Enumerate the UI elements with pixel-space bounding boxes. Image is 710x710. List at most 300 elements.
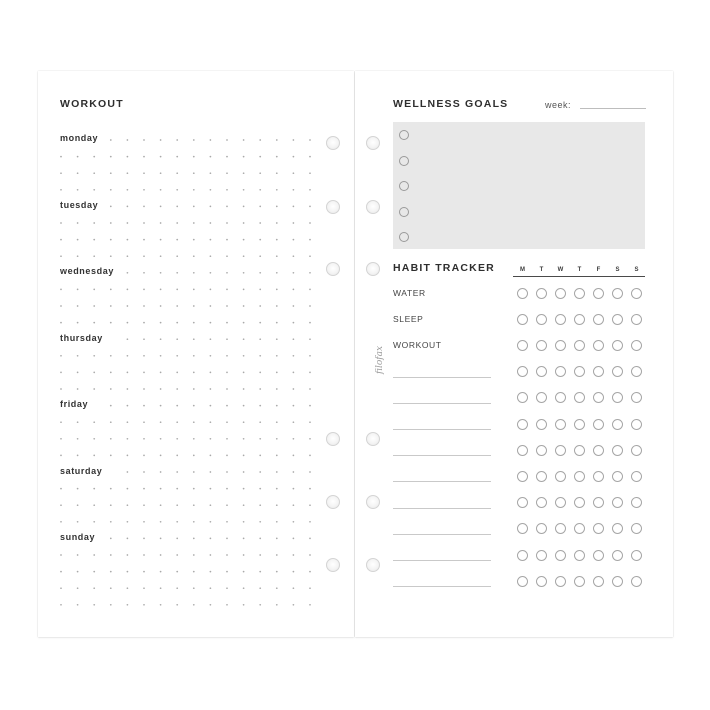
habit-circle[interactable]	[631, 471, 642, 482]
habit-circle[interactable]	[536, 392, 547, 403]
grid-dot	[93, 355, 95, 357]
habit-circle[interactable]	[555, 288, 566, 299]
wellness-goals-box	[393, 122, 645, 249]
grid-dot	[276, 172, 278, 174]
grid-dot	[193, 305, 195, 307]
grid-dot	[276, 222, 278, 224]
grid-dot	[276, 438, 278, 440]
tracker-header-rule	[513, 276, 645, 277]
habit-circle[interactable]	[517, 340, 528, 351]
grid-dot	[293, 438, 295, 440]
grid-dot	[210, 222, 212, 224]
week-input-line[interactable]	[580, 108, 646, 109]
grid-dot	[176, 139, 178, 141]
grid-dot	[226, 305, 228, 307]
habit-circle[interactable]	[555, 314, 566, 325]
grid-dot	[259, 488, 261, 490]
habit-circle[interactable]	[593, 366, 604, 377]
grid-dot	[243, 239, 245, 241]
habit-circle[interactable]	[593, 340, 604, 351]
grid-dot	[160, 172, 162, 174]
habit-write-line[interactable]	[393, 481, 491, 482]
grid-dot	[226, 488, 228, 490]
habit-circle[interactable]	[555, 340, 566, 351]
grid-dot	[243, 504, 245, 506]
grid-dot	[110, 322, 112, 324]
grid-dot	[276, 571, 278, 573]
grid-dot	[210, 405, 212, 407]
habit-circle[interactable]	[593, 288, 604, 299]
grid-dot	[309, 189, 311, 191]
habit-circle[interactable]	[536, 550, 547, 561]
grid-dot	[60, 455, 62, 457]
grid-dot	[226, 172, 228, 174]
goal-checkbox[interactable]	[399, 232, 409, 242]
habit-circle[interactable]	[517, 523, 528, 534]
grid-dot	[93, 604, 95, 606]
grid-dot	[77, 438, 79, 440]
grid-dot	[127, 206, 129, 208]
grid-dot	[143, 504, 145, 506]
habit-circle[interactable]	[593, 314, 604, 325]
habit-write-line[interactable]	[393, 534, 491, 535]
day-label-wednesday: wednesday	[60, 266, 114, 276]
habit-circle[interactable]	[555, 497, 566, 508]
grid-dot	[243, 289, 245, 291]
habit-circle[interactable]	[574, 576, 585, 587]
grid-dot	[293, 305, 295, 307]
habit-label-workout: WORKOUT	[393, 340, 442, 351]
grid-dot	[193, 438, 195, 440]
habit-circle[interactable]	[631, 445, 642, 456]
habit-circle[interactable]	[517, 366, 528, 377]
grid-dot	[193, 172, 195, 174]
grid-dot	[77, 322, 79, 324]
habit-circle[interactable]	[612, 497, 623, 508]
grid-dot	[77, 222, 79, 224]
grid-dot	[160, 488, 162, 490]
grid-dot	[293, 272, 295, 274]
grid-dot	[176, 289, 178, 291]
grid-dot	[77, 172, 79, 174]
habit-circle[interactable]	[555, 445, 566, 456]
grid-dot	[309, 471, 311, 473]
ring-hole	[366, 262, 380, 276]
grid-dot	[259, 504, 261, 506]
grid-dot	[160, 455, 162, 457]
grid-dot	[60, 189, 62, 191]
grid-dot	[160, 206, 162, 208]
grid-dot	[193, 255, 195, 257]
grid-dot	[93, 571, 95, 573]
grid-dot	[243, 305, 245, 307]
habit-circle[interactable]	[593, 550, 604, 561]
habit-circle[interactable]	[574, 523, 585, 534]
grid-dot	[143, 438, 145, 440]
grid-dot	[110, 206, 112, 208]
habit-circle[interactable]	[555, 419, 566, 430]
grid-dot	[210, 289, 212, 291]
ring-hole	[326, 495, 340, 509]
habit-circle[interactable]	[536, 576, 547, 587]
grid-dot	[243, 471, 245, 473]
grid-dot	[93, 372, 95, 374]
grid-dot	[143, 239, 145, 241]
habit-circle[interactable]	[612, 288, 623, 299]
grid-dot	[60, 289, 62, 291]
grid-dot	[243, 488, 245, 490]
habit-circle[interactable]	[536, 314, 547, 325]
grid-dot	[259, 405, 261, 407]
grid-dot	[259, 521, 261, 523]
grid-dot	[243, 272, 245, 274]
grid-dot	[293, 504, 295, 506]
habit-write-line[interactable]	[393, 403, 491, 404]
grid-dot	[143, 139, 145, 141]
habit-circle[interactable]	[517, 419, 528, 430]
grid-dot	[176, 239, 178, 241]
grid-dot	[276, 355, 278, 357]
habit-circle[interactable]	[536, 288, 547, 299]
grid-dot	[60, 587, 62, 589]
ring-hole	[326, 558, 340, 572]
habit-write-line[interactable]	[393, 560, 491, 561]
grid-dot	[243, 604, 245, 606]
grid-dot	[127, 338, 129, 340]
grid-dot	[276, 538, 278, 540]
grid-dot	[193, 322, 195, 324]
grid-dot	[276, 504, 278, 506]
habit-circle[interactable]	[517, 576, 528, 587]
grid-dot	[60, 571, 62, 573]
grid-dot	[243, 405, 245, 407]
grid-dot	[110, 156, 112, 158]
grid-dot	[243, 172, 245, 174]
grid-dot	[243, 139, 245, 141]
day-label-thursday: thursday	[60, 333, 103, 343]
grid-dot	[160, 289, 162, 291]
habit-circle[interactable]	[536, 471, 547, 482]
habit-circle[interactable]	[517, 288, 528, 299]
grid-dot	[309, 355, 311, 357]
grid-dot	[226, 139, 228, 141]
grid-dot	[160, 438, 162, 440]
grid-dot	[110, 289, 112, 291]
grid-dot	[160, 587, 162, 589]
grid-dot	[176, 405, 178, 407]
grid-dot	[276, 189, 278, 191]
grid-dot	[259, 156, 261, 158]
goal-checkbox[interactable]	[399, 130, 409, 140]
grid-dot	[210, 239, 212, 241]
grid-dot	[176, 587, 178, 589]
habit-circle[interactable]	[536, 366, 547, 377]
habit-circle[interactable]	[612, 576, 623, 587]
grid-dot	[60, 156, 62, 158]
grid-dot	[176, 421, 178, 423]
habit-circle[interactable]	[612, 419, 623, 430]
grid-dot	[176, 388, 178, 390]
grid-dot	[276, 455, 278, 457]
habit-circle[interactable]	[631, 314, 642, 325]
grid-dot	[77, 355, 79, 357]
grid-dot	[309, 405, 311, 407]
habit-circle[interactable]	[555, 471, 566, 482]
grid-dot	[193, 538, 195, 540]
grid-dot	[243, 388, 245, 390]
grid-dot	[309, 272, 311, 274]
grid-dot	[259, 388, 261, 390]
grid-dot	[143, 554, 145, 556]
grid-dot	[93, 222, 95, 224]
habit-circle[interactable]	[612, 445, 623, 456]
habit-circle[interactable]	[536, 419, 547, 430]
habit-circle[interactable]	[612, 392, 623, 403]
grid-dot	[127, 455, 129, 457]
grid-dot	[60, 305, 62, 307]
habit-circle[interactable]	[631, 340, 642, 351]
grid-dot	[226, 255, 228, 257]
grid-dot	[210, 388, 212, 390]
grid-dot	[143, 538, 145, 540]
grid-dot	[276, 322, 278, 324]
grid-dot	[143, 338, 145, 340]
grid-dot	[110, 438, 112, 440]
grid-dot	[259, 189, 261, 191]
habit-circle[interactable]	[593, 419, 604, 430]
habit-circle[interactable]	[593, 445, 604, 456]
grid-dot	[293, 156, 295, 158]
grid-dot	[77, 488, 79, 490]
habit-write-line[interactable]	[393, 429, 491, 430]
grid-dot	[176, 571, 178, 573]
grid-dot	[243, 538, 245, 540]
grid-dot	[276, 471, 278, 473]
grid-dot	[77, 189, 79, 191]
grid-dot	[276, 305, 278, 307]
day-header: T	[539, 267, 544, 273]
habit-circle[interactable]	[555, 576, 566, 587]
grid-dot	[93, 521, 95, 523]
day-header: F	[596, 267, 601, 273]
grid-dot	[176, 438, 178, 440]
grid-dot	[276, 206, 278, 208]
ring-hole	[326, 136, 340, 150]
grid-dot	[160, 372, 162, 374]
habit-circle[interactable]	[612, 314, 623, 325]
habit-write-line[interactable]	[393, 377, 491, 378]
grid-dot	[127, 322, 129, 324]
habit-circle[interactable]	[517, 497, 528, 508]
grid-dot	[309, 488, 311, 490]
grid-dot	[309, 504, 311, 506]
habit-circle[interactable]	[631, 288, 642, 299]
grid-dot	[93, 554, 95, 556]
habit-circle[interactable]	[555, 366, 566, 377]
grid-dot	[226, 156, 228, 158]
grid-dot	[77, 421, 79, 423]
habit-write-line[interactable]	[393, 586, 491, 587]
habit-circle[interactable]	[593, 392, 604, 403]
grid-dot	[143, 421, 145, 423]
grid-dot	[243, 571, 245, 573]
habit-circle[interactable]	[574, 288, 585, 299]
grid-dot	[127, 405, 129, 407]
grid-dot	[226, 471, 228, 473]
grid-dot	[193, 604, 195, 606]
grid-dot	[309, 455, 311, 457]
grid-dot	[176, 305, 178, 307]
habit-circle[interactable]	[536, 340, 547, 351]
goal-checkbox[interactable]	[399, 156, 409, 166]
grid-dot	[193, 239, 195, 241]
grid-dot	[193, 455, 195, 457]
grid-dot	[226, 521, 228, 523]
grid-dot	[176, 322, 178, 324]
day-header: M	[520, 267, 525, 273]
day-header: S	[615, 267, 620, 273]
grid-dot	[160, 338, 162, 340]
grid-dot	[60, 421, 62, 423]
habit-circle[interactable]	[517, 314, 528, 325]
wellness-page	[355, 71, 673, 637]
habit-write-line[interactable]	[393, 508, 491, 509]
grid-dot	[309, 554, 311, 556]
day-label-saturday: saturday	[60, 466, 103, 476]
grid-dot	[309, 156, 311, 158]
grid-dot	[309, 388, 311, 390]
grid-dot	[226, 438, 228, 440]
habit-circle[interactable]	[593, 523, 604, 534]
grid-dot	[176, 604, 178, 606]
grid-dot	[160, 222, 162, 224]
grid-dot	[226, 239, 228, 241]
grid-dot	[110, 504, 112, 506]
grid-dot	[160, 538, 162, 540]
grid-dot	[226, 388, 228, 390]
habit-circle[interactable]	[555, 550, 566, 561]
grid-dot	[93, 587, 95, 589]
grid-dot	[276, 289, 278, 291]
grid-dot	[127, 222, 129, 224]
grid-dot	[143, 156, 145, 158]
habit-circle[interactable]	[536, 523, 547, 534]
habit-circle[interactable]	[574, 314, 585, 325]
grid-dot	[210, 305, 212, 307]
grid-dot	[210, 172, 212, 174]
habit-circle[interactable]	[536, 445, 547, 456]
grid-dot	[293, 139, 295, 141]
grid-dot	[293, 421, 295, 423]
habit-circle[interactable]	[593, 576, 604, 587]
goal-checkbox[interactable]	[399, 181, 409, 191]
grid-dot	[176, 538, 178, 540]
grid-dot	[193, 521, 195, 523]
grid-dot	[160, 355, 162, 357]
habit-circle[interactable]	[574, 497, 585, 508]
grid-dot	[143, 372, 145, 374]
grid-dot	[176, 206, 178, 208]
habit-circle[interactable]	[574, 471, 585, 482]
grid-dot	[160, 189, 162, 191]
habit-write-line[interactable]	[393, 455, 491, 456]
grid-dot	[127, 255, 129, 257]
grid-dot	[127, 538, 129, 540]
habit-circle[interactable]	[631, 419, 642, 430]
grid-dot	[193, 338, 195, 340]
grid-dot	[243, 372, 245, 374]
grid-dot	[127, 488, 129, 490]
grid-dot	[176, 222, 178, 224]
habit-circle[interactable]	[574, 366, 585, 377]
goal-checkbox[interactable]	[399, 207, 409, 217]
habit-circle[interactable]	[631, 392, 642, 403]
day-label-tuesday: tuesday	[60, 200, 99, 210]
habit-circle[interactable]	[612, 523, 623, 534]
habit-circle[interactable]	[574, 419, 585, 430]
habit-circle[interactable]	[612, 366, 623, 377]
grid-dot	[110, 538, 112, 540]
grid-dot	[210, 521, 212, 523]
habit-circle[interactable]	[631, 497, 642, 508]
grid-dot	[226, 604, 228, 606]
ring-hole	[326, 262, 340, 276]
grid-dot	[243, 355, 245, 357]
grid-dot	[143, 604, 145, 606]
habit-circle[interactable]	[517, 392, 528, 403]
habit-circle[interactable]	[574, 550, 585, 561]
habit-circle[interactable]	[536, 497, 547, 508]
grid-dot	[293, 172, 295, 174]
habit-circle[interactable]	[517, 471, 528, 482]
habit-circle[interactable]	[555, 392, 566, 403]
grid-dot	[143, 471, 145, 473]
grid-dot	[77, 587, 79, 589]
day-header: T	[577, 267, 582, 273]
habit-circle[interactable]	[517, 445, 528, 456]
habit-circle[interactable]	[593, 497, 604, 508]
habit-circle[interactable]	[555, 523, 566, 534]
habit-circle[interactable]	[631, 576, 642, 587]
habit-circle[interactable]	[631, 366, 642, 377]
habit-circle[interactable]	[612, 471, 623, 482]
grid-dot	[110, 372, 112, 374]
grid-dot	[309, 239, 311, 241]
habit-circle[interactable]	[612, 550, 623, 561]
habit-circle[interactable]	[574, 445, 585, 456]
grid-dot	[293, 471, 295, 473]
habit-circle[interactable]	[612, 340, 623, 351]
grid-dot	[226, 322, 228, 324]
grid-dot	[127, 172, 129, 174]
grid-dot	[160, 504, 162, 506]
grid-dot	[259, 355, 261, 357]
habit-circle[interactable]	[574, 392, 585, 403]
habit-circle[interactable]	[631, 523, 642, 534]
grid-dot	[160, 554, 162, 556]
habit-circle[interactable]	[517, 550, 528, 561]
grid-dot	[210, 206, 212, 208]
habit-circle[interactable]	[593, 471, 604, 482]
grid-dot	[293, 338, 295, 340]
habit-circle[interactable]	[631, 550, 642, 561]
grid-dot	[193, 222, 195, 224]
grid-dot	[60, 604, 62, 606]
grid-dot	[293, 206, 295, 208]
grid-dot	[309, 338, 311, 340]
habit-circle[interactable]	[574, 340, 585, 351]
grid-dot	[193, 272, 195, 274]
